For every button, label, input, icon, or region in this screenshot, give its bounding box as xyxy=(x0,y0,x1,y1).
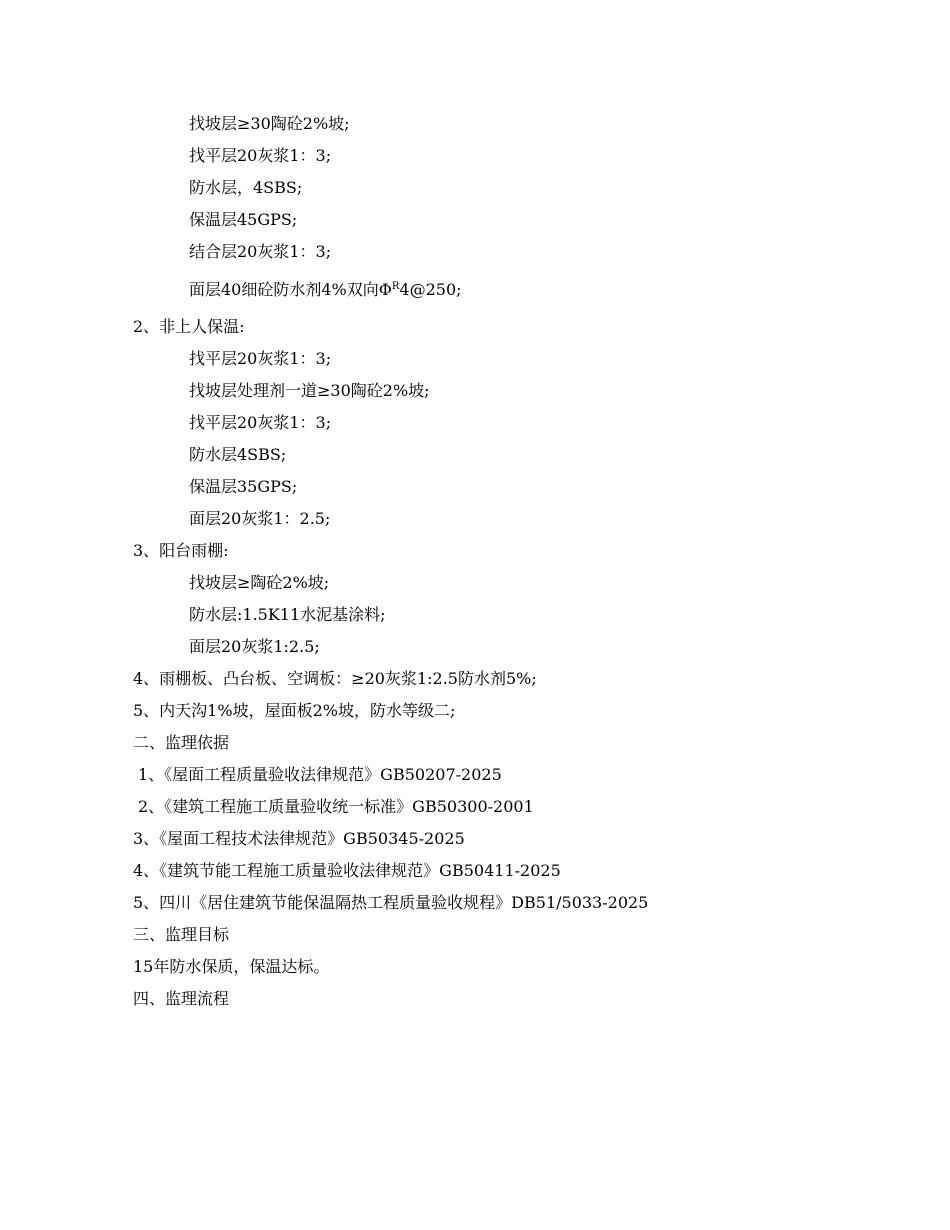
text-segment: 面层40细砼防水剂4%双向Φ xyxy=(189,280,392,299)
section-heading: 四、监理流程 xyxy=(133,989,230,1008)
text-line: 防水层4SBS; xyxy=(189,445,287,464)
text-line: 15年防水保质，保温达标。 xyxy=(133,957,330,976)
text-line: 结合层20灰浆1：3; xyxy=(189,242,332,261)
text-segment: 4@250; xyxy=(399,280,462,299)
text-line: 找坡层≥陶砼2%坡; xyxy=(189,573,330,592)
text-line: 面层20灰浆1:2.5; xyxy=(189,637,320,656)
text-line-with-superscript xyxy=(189,280,462,300)
text-line: 防水层:1.5K11水泥基涂料; xyxy=(189,605,386,624)
text-line: 保温层35GPS; xyxy=(189,477,298,496)
section-heading: 二、监理依据 xyxy=(133,733,230,752)
superscript: R xyxy=(391,281,400,292)
reference-item: 1、《屋面工程质量验收法律规范》GB50207-2025 xyxy=(138,765,502,784)
text-line: 面层20灰浆1：2.5; xyxy=(189,509,331,528)
reference-item: 2、《建筑工程施工质量验收统一标准》GB50300-2001 xyxy=(138,797,534,816)
item-heading: 2、非上人保温: xyxy=(133,317,245,336)
text-line: 找平层20灰浆1：3; xyxy=(189,349,332,368)
item-line: 5、内天沟1%坡，屋面板2%坡，防水等级二; xyxy=(133,701,456,720)
item-heading: 3、阳台雨棚: xyxy=(133,541,229,560)
text-line: 保温层45GPS; xyxy=(189,210,298,229)
reference-item: 4、《建筑节能工程施工质量验收法律规范》GB50411-2025 xyxy=(133,861,561,880)
text-line: 找坡层≥30陶砼2%坡; xyxy=(189,114,350,133)
text-line: 找平层20灰浆1：3; xyxy=(189,413,332,432)
reference-item: 5、四川《居住建筑节能保温隔热工程质量验收规程》DB51/5033-2025 xyxy=(133,893,649,912)
item-line: 4、雨棚板、凸台板、空调板：≥20灰浆1:2.5防水剂5%; xyxy=(133,669,537,688)
text-line: 找平层20灰浆1：3; xyxy=(189,146,332,165)
text-line: 找坡层处理剂一道≥30陶砼2%坡; xyxy=(189,381,430,400)
section-heading: 三、监理目标 xyxy=(133,925,230,944)
reference-item: 3、《屋面工程技术法律规范》GB50345-2025 xyxy=(133,829,465,848)
text-line: 防水层，4SBS; xyxy=(189,178,303,197)
